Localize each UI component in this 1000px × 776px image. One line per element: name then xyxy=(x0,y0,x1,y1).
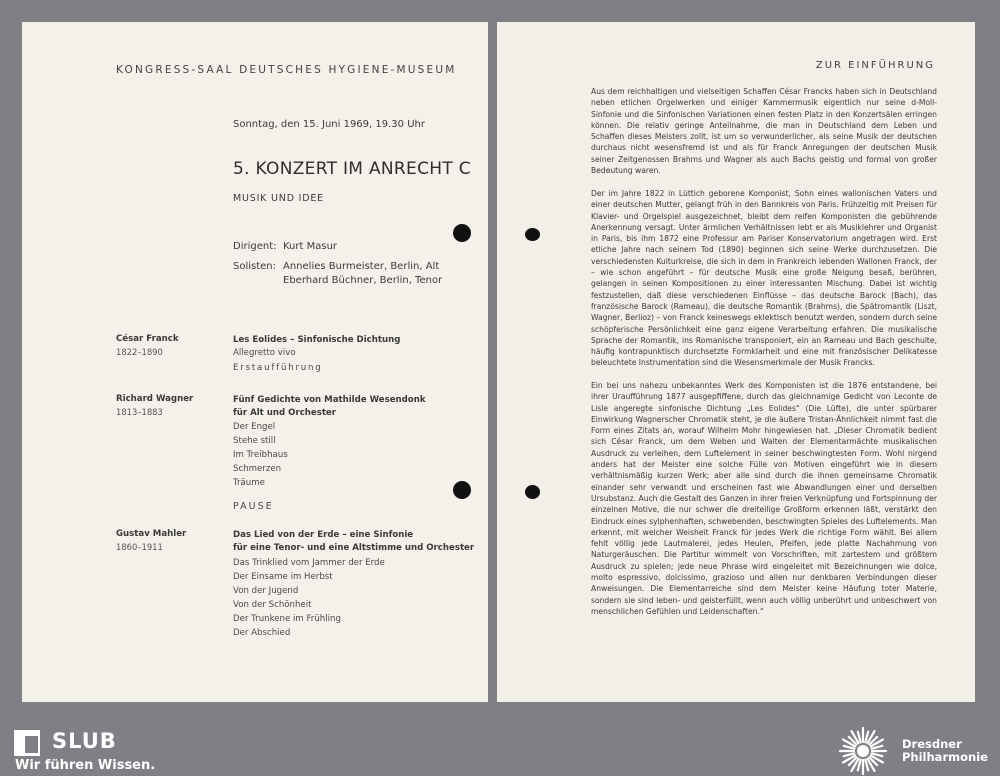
conductor-label: Dirigent: xyxy=(233,241,277,252)
movement: Der Engel xyxy=(233,422,276,432)
punch-hole xyxy=(453,481,471,499)
intro-paragraph: Aus dem reichhaltigen und vielseitigen Schaffen César Francks haben sich in Deutschland neben etlichen Orgelwerken und einiger Kammermusik eigentlich nur seine d-Moll-Sinfonie und die Sinfonischen Variationen einen festen Platz in den Konzertsälen erringen können. Die relativ geringe Anteilnahme, die man in Deutschland dem Leben und Schaffen dieses Meisters zollt, ist um so verwunderlicher, als seine Musik der deutschen durchaus nicht wesensfremd ist und als für Franck Anregungen der deutschen Musik seiner Zeitgenossen Brahms und Wagner als auch Bachs geistig und formal von großer Bedeutung waren. xyxy=(591,87,937,176)
introduction-heading: ZUR EINFÜHRUNG xyxy=(815,60,935,71)
work-title: Les Eolides – Sinfonische Dichtung xyxy=(233,335,401,345)
philharmonie-name[interactable] xyxy=(902,738,988,764)
composer-name: Richard Wagner xyxy=(116,394,194,404)
composer-years: 1860–1911 xyxy=(116,542,163,552)
philharmonie-name-line1: Dresdner xyxy=(902,737,962,751)
conductor-name: Kurt Masur xyxy=(283,241,338,252)
soloists-label: Solisten: xyxy=(233,261,277,272)
movement: Stehe still xyxy=(233,436,276,446)
introduction-page-right xyxy=(497,22,975,702)
movement: Von der Schönheit xyxy=(233,600,312,610)
philharmonie-name-line2: Philharmonie xyxy=(902,750,988,764)
slub-name[interactable]: SLUB xyxy=(52,729,117,753)
movement: Im Treibhaus xyxy=(233,450,288,460)
work-title: Das Lied von der Erde – eine Sinfonie xyxy=(233,530,414,540)
movement: Allegretto vivo xyxy=(233,348,296,358)
movement: Der Einsame im Herbst xyxy=(233,572,333,582)
slub-book-page-icon xyxy=(22,736,38,753)
premiere-note: Erstaufführung xyxy=(233,363,323,373)
concert-date: Sonntag, den 15. Juni 1969, 19.30 Uhr xyxy=(233,119,425,130)
movement: Der Abschied xyxy=(233,628,291,638)
composer-years: 1813–1883 xyxy=(116,407,163,417)
composer-name: Gustav Mahler xyxy=(116,529,187,539)
punch-hole xyxy=(525,228,540,241)
punch-hole xyxy=(453,224,471,242)
soloist-1: Annelies Burmeister, Berlin, Alt xyxy=(283,261,440,272)
venue-heading: KONGRESS-SAAL DEUTSCHES HYGIENE-MUSEUM xyxy=(116,64,457,76)
movement: Schmerzen xyxy=(233,464,282,474)
intro-paragraph: Ein bei uns nahezu unbekanntes Werk des Komponisten ist die 1876 entstandene, bei ihrer Uraufführung 1877 ausgepfiffene, durch das gleichnamige Gedicht von Leconte de Lisle angeregte sinfonische Dichtung „Les Eolides“ (Die Lüfte), die unter spürbarer Einwirkung Wagnerscher Chromatik steht, je die äußere Tristan-Ähnlichkeit nimmt fast die Form eines Zitats an, worauf Wilhelm Mohr hingewiesen hat. „Dieser Chromatik bedient sich César Franck, um dem Weben und Walten der Elementarmächte musikalischen Ausdruck zu verleihen, dem Luftelement in seiner beschwingtesten Form. Wohl nirgend anders hat der Meister eine solche Fülle von Motiven eingeführt wie in diesem verhältnismäßig kurzen Werk; aber alle sind durch die ihnen gemeinsame Chromatik einander sehr verwandt und erscheinen fast wie Abwandlungen einer und derselben Ursubstanz. Auch die Gestalt des Ganzen in ihrer freien Verknüpfung und Fortspinnung der einzelnen Motive, die nur schwer die dreiteilige Großform erkennen läßt, verstärkt den Eindruck eines sylphenhaften, schwebenden, beschwingten Spieles des Luftelements. Man erkennt, mit welcher Weisheit Franck für jedes Werk die richtige Form wählt. Bei allem fehlt völlig jede Lautmalerei, jedes Heulen, Pfeifen, jede platte Nachahmung von Naturgeräuschen. Die Partitur wimmelt von Vorschriften, mit zartestem und größtem Ausdruck zu spielen; jede neue Phrase wird eingeleitet mit Bezeichnungen wie dolce, molto espressivo, dolcissimo, grazioso und allen nur denkbaren Verbindungen dieser Anweisungen. Die Elementarreiche sind dem Meister keine Häufung toter Materie, sondern sie sind leben- und geisterfüllt, wenn auch völlig unberührt und unbeschwert von menschlichen Gefühlen und Leidenschaften.“ xyxy=(591,381,937,616)
slub-slogan: Wir führen Wissen. xyxy=(15,758,156,773)
intro-paragraph: Der im Jahre 1822 in Lüttich geborene Komponist, Sohn eines wallonischen Vaters und einer deutschen Mutter, gelangt früh in den Bannkreis von Paris. Frühzeitig mit Preisen für Klavier- und Orgelspiel ausgezeichnet, bleibt dem reifen Komponisten die gebührende Anerkennung versagt. Unter ärmlichen Verhältnissen lebt er als Musiklehrer und Organist in Paris, bis ihm 1872 eine Professur am Pariser Konservatorium angetragen wird. Erst etliche Jahre nach seinem Tod (1890) beginnen sich seine Werke durchzusetzen. Die verschiedensten Kulturkreise, die sich in dem in Frankreich lebenden Wallonen Franck, der – wie schon angeführt – für deutsche Musik eine große Neigung besaß, berühren, gelangen in seinen Kompositionen zu einer interessanten Mischung. Dabei ist wichtig festzustellen, daß diese verschiedenen Einflüsse – das deutsche Barock (Bach), das französische Barock (Rameau), die deutsche Romantik (Brahms), die Spätromantik (Liszt, Wagner, Berlioz) – von Franck keineswegs eklektisch benutzt werden, sondern durch seine schöpferische Persönlichkeit eine ganz eigene Verarbeitung erfahren. Die musikalische Sprache der Romantik, ins Romanische transponiert, ein an Rameau und Bach geschulte, häufig kontrapunktisch durchsetzte Formklarheit und eine mit französischer Delikatesse beleuchtete Instrumentation sind die Wesensmerkmale der Musik Francks. xyxy=(591,189,937,368)
movement: Das Trinklied vom Jammer der Erde xyxy=(233,558,385,568)
work-title: Fünf Gedichte von Mathilde Wesendonk xyxy=(233,395,426,405)
concert-subtitle: MUSIK UND IDEE xyxy=(233,193,324,204)
footer-bar xyxy=(0,726,1000,776)
pause-label: PAUSE xyxy=(233,501,274,512)
sunburst-logo-icon xyxy=(838,726,888,776)
movement: Träume xyxy=(233,478,265,488)
movement: Von der Jugend xyxy=(233,586,299,596)
concert-title: 5. KONZERT IM ANRECHT C xyxy=(233,159,471,179)
work-title-line2: für Alt und Orchester xyxy=(233,408,337,418)
program-page-left xyxy=(22,22,488,702)
composer-years: 1822–1890 xyxy=(116,347,163,357)
composer-name: César Franck xyxy=(116,334,179,344)
movement: Der Trunkene im Frühling xyxy=(233,614,341,624)
work-title-line2: für eine Tenor- und eine Altstimme und Orchester xyxy=(233,543,475,553)
soloist-2: Eberhard Büchner, Berlin, Tenor xyxy=(283,275,443,286)
punch-hole xyxy=(525,485,540,499)
